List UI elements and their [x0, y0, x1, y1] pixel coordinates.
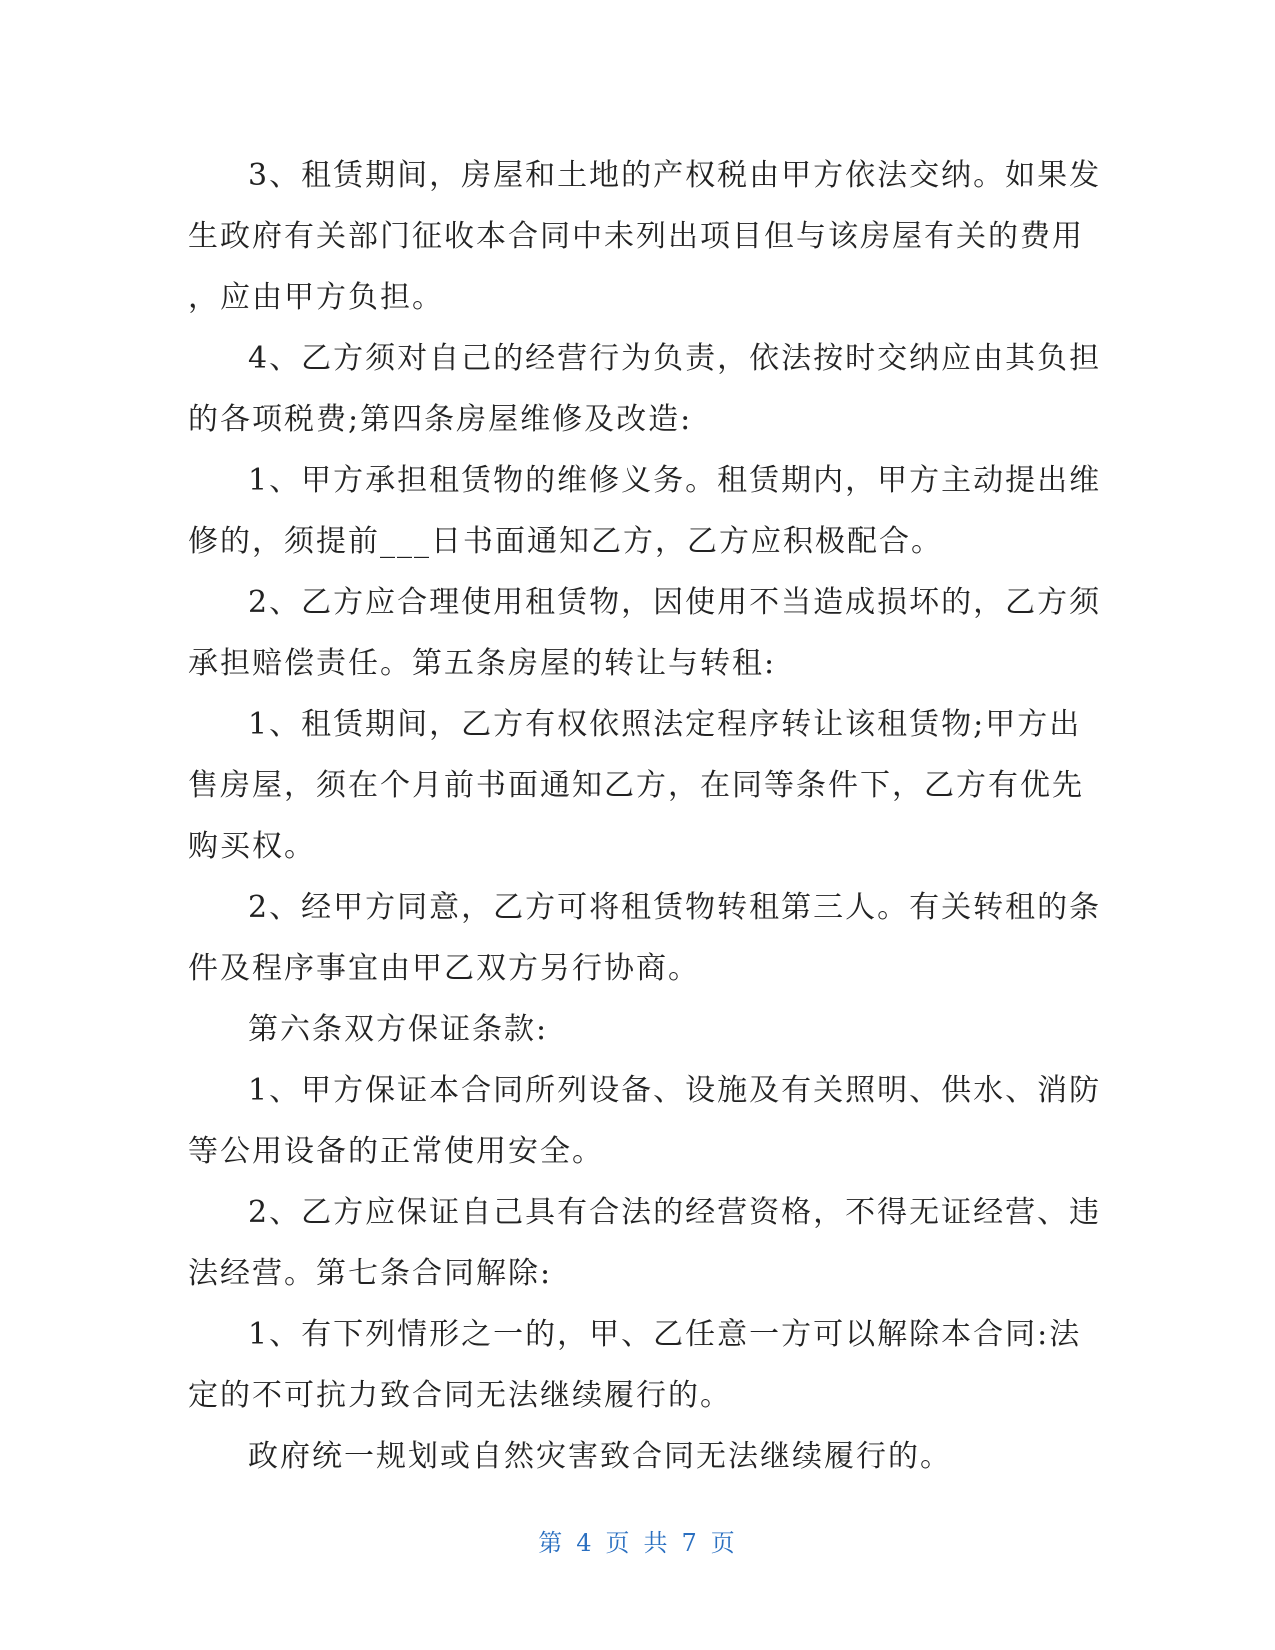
- paragraph-line: 生政府有关部门征收本合同中未列出项目但与该房屋有关的费用: [188, 219, 1084, 254]
- paragraph: [188, 572, 1102, 694]
- paragraph-line: 2、乙方应保证自己具有合法的经营资格，不得无证经营、违: [248, 1195, 1102, 1230]
- paragraph-line: 3、租赁期间，房屋和土地的产权税由甲方依法交纳。如果发: [248, 158, 1102, 193]
- page-label-prefix: 第: [538, 1529, 565, 1557]
- paragraph-line: 2、经甲方同意，乙方可将租赁物转租第三人。有关转租的条: [248, 890, 1102, 925]
- paragraph-line: 1、租赁期间，乙方有权依照法定程序转让该租赁物;甲方出: [248, 707, 1082, 742]
- total-label: 共: [643, 1529, 670, 1557]
- paragraph-line: 等公用设备的正常使用安全。: [188, 1134, 604, 1169]
- paragraph: [188, 1060, 1102, 1182]
- paragraph-line: ，应由甲方负担。: [188, 280, 444, 315]
- paragraph: [188, 694, 1084, 877]
- paragraph-line: 法经营。第七条合同解除:: [188, 1256, 553, 1291]
- paragraph-line: 售房屋，须在个月前书面通知乙方，在同等条件下，乙方有优先: [188, 768, 1084, 803]
- paragraph-line: 1、甲方承担租赁物的维修义务。租赁期内，甲方主动提出维: [248, 463, 1102, 498]
- paragraph-line: 4、乙方须对自己的经营行为负责，依法按时交纳应由其负担: [248, 341, 1102, 376]
- paragraph-line: 第六条双方保证条款:: [248, 1012, 549, 1047]
- paragraph-line: 定的不可抗力致合同无法继续履行的。: [188, 1378, 732, 1413]
- paragraph: [188, 328, 1102, 450]
- paragraph: [188, 1182, 1102, 1304]
- current-page-number: 4: [576, 1529, 594, 1557]
- paragraph-line: 件及程序事宜由甲乙双方另行协商。: [188, 951, 700, 986]
- paragraph-line: 1、甲方保证本合同所列设备、设施及有关照明、供水、消防: [248, 1073, 1102, 1108]
- document-body: [188, 145, 1102, 1487]
- paragraph: [188, 999, 1068, 1060]
- total-pages-number: 7: [681, 1529, 699, 1557]
- paragraph-line: 修的，须提前___日书面通知乙方，乙方应积极配合。: [188, 524, 943, 559]
- paragraph-line: 政府统一规划或自然灾害致合同无法继续履行的。: [248, 1439, 952, 1474]
- page-label-suffix: 页: [710, 1529, 737, 1557]
- paragraph-line: 的各项税费;第四条房屋维修及改造:: [188, 402, 693, 437]
- paragraph: [188, 1426, 1068, 1487]
- paragraph-line: 2、乙方应合理使用租赁物，因使用不当造成损坏的，乙方须: [248, 585, 1102, 620]
- paragraph-line: 承担赔偿责任。第五条房屋的转让与转租:: [188, 646, 777, 681]
- paragraph: [188, 1304, 1082, 1426]
- paragraph-line: 购买权。: [188, 829, 316, 864]
- paragraph: [188, 877, 1102, 999]
- page-label-mid: 页: [605, 1529, 632, 1557]
- paragraph: [188, 450, 1102, 572]
- page-footer: [0, 1523, 1275, 1558]
- paragraph-line: 1、有下列情形之一的，甲、乙任意一方可以解除本合同:法: [248, 1317, 1082, 1352]
- paragraph: [188, 145, 1102, 328]
